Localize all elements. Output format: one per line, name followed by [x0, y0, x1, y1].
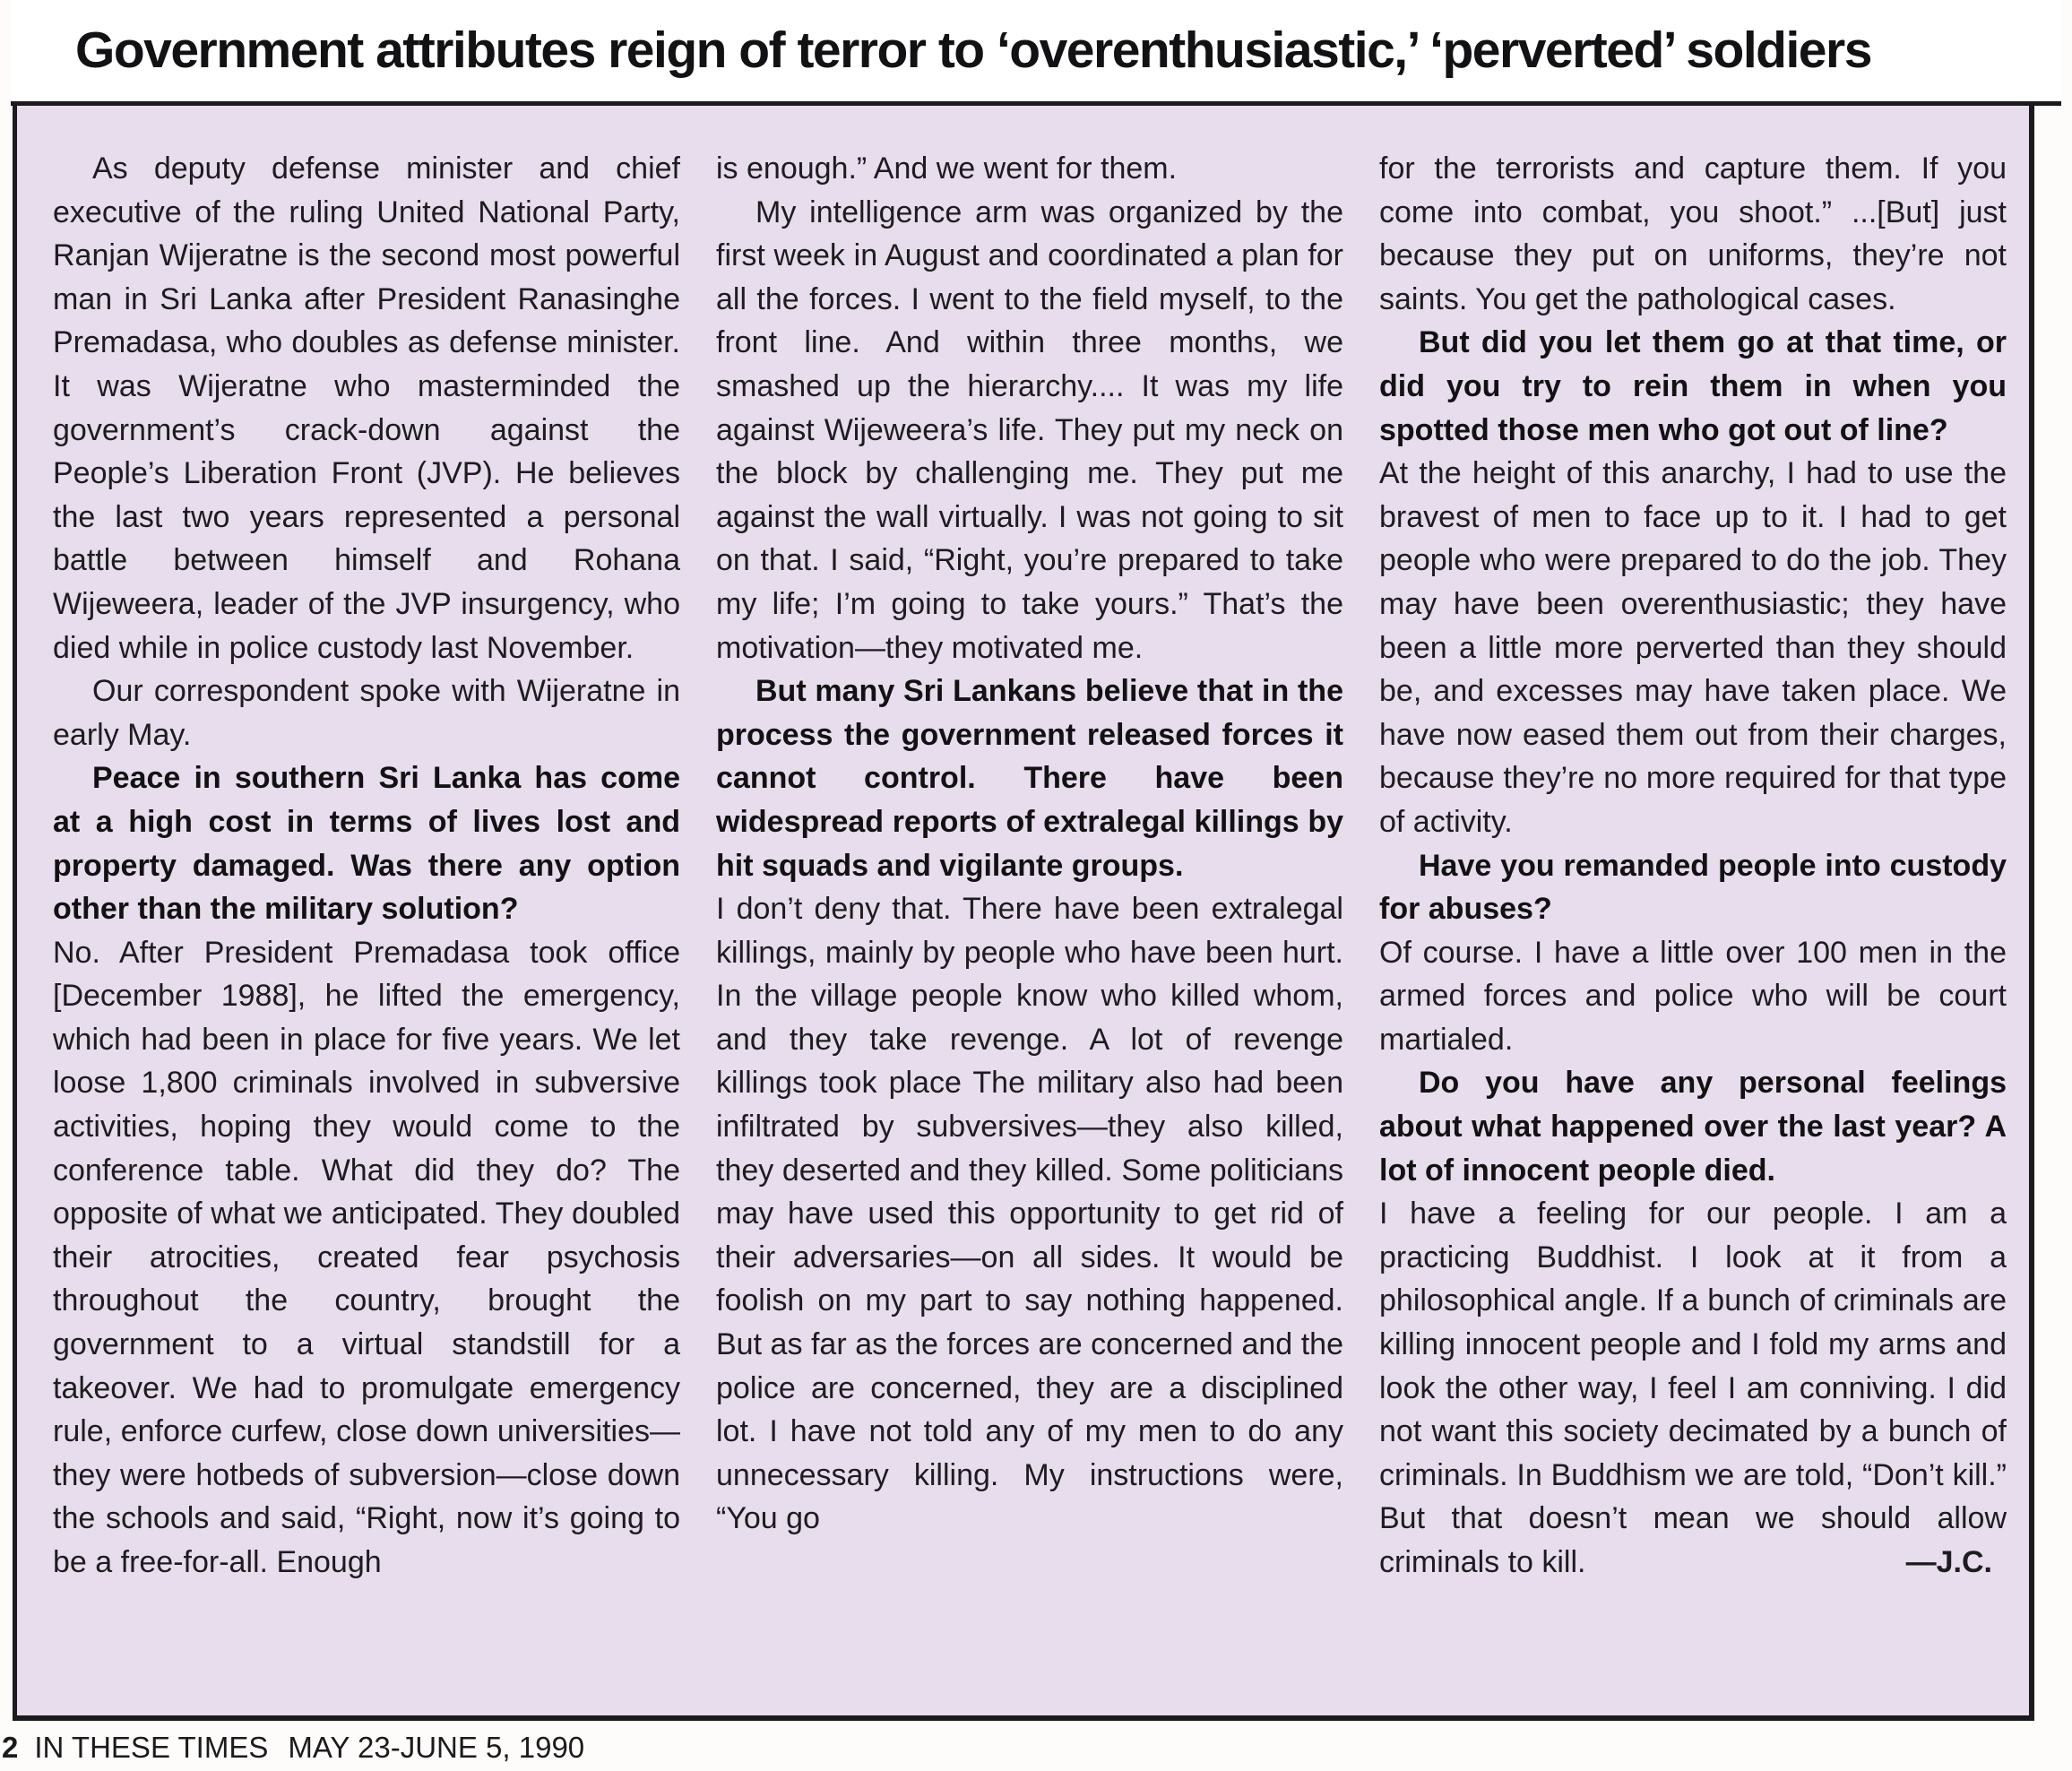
- question-4: Have you remanded people into custody for abuses?: [1379, 848, 2007, 927]
- column-2: [716, 147, 1343, 1706]
- answer-5: [1379, 1192, 2007, 1584]
- question-1: Peace in southern Sri Lanka has come at a high cost in terms of lives lost and property damaged. Was there any option other than the military solution?: [53, 761, 680, 927]
- publication-name: IN THESE TIMES: [34, 1731, 269, 1764]
- headline-bar: [11, 0, 2061, 106]
- article-box: [13, 106, 2034, 1721]
- article-headline: Government attributes reign of terror to ‘overenthusiastic,’ ‘perverted’ soldiers: [75, 22, 1871, 79]
- answer-1: No. After President Premadasa took office [December 1988], he lifted the emergency, which had been in place for five years. We let loose 1,800 criminals involved in subversive activities, hoping they would come to the conference table. What did they do? The opposite of what we anticipated. They doubled their atrocities, created fear psychosis throughout the country, brought the government to a virtual standstill for a takeover. We had to promulgate emergency rule, enforce curfew, close down universities—they were hotbeds of subversion—close down the schools and said, “Right, now it’s going to be a free-for-all. Enough: [53, 935, 680, 1579]
- intro-paragraph: As deputy defense minister and chief executive of the ruling United National Party, Ranjan Wijeratne is the second most powerful man in Sri Lanka after President Ranasinghe Premadasa, who doubles as defense minister. It was Wijeratne who masterminded the government’s crack-down against the People’s Liberation Front (JVP). He believes the last two years represented a personal battle between himself and Rohana Wijeweera, leader of the JVP insurgency, who died while in police custody last November.: [53, 151, 680, 665]
- issue-date: MAY 23-JUNE 5, 1990: [288, 1731, 585, 1764]
- answer-2-continued: for the terrorists and capture them. If you come into combat, you shoot.” ...[But] just because they put on uniforms, they’re not saints. You get the pathological cases.: [1379, 151, 2007, 316]
- page-footer: [0, 1721, 2072, 1771]
- answer-2: I don’t deny that. There have been extralegal killings, mainly by people who have been hurt. In the village people know who killed whom, and they take revenge. A lot of revenge killings took place The military also had been infiltrated by subversives—they also killed, they deserted and they killed. Some politicians may have used this opportunity to get rid of their adversaries—on all sides. It would be foolish on my part to say nothing happened. But as far as the forces are concerned and the police are concerned, they are a disciplined lot. I have not told any of my men to do any unnecessary killing. My instructions were, “You go: [716, 892, 1343, 1536]
- answer-3: At the height of this anarchy, I had to use the bravest of men to face up to it. I had to get people who were prepared to do the job. They may have been overenthusiastic; they have been a little more perverted than they should be, and excesses may have taken place. We have now eased them out from their charges, because they’re no more required for that type of activity.: [1379, 456, 2007, 839]
- page-number: 2: [2, 1731, 19, 1764]
- question-2: But many Sri Lankans believe that in the process the government released forces it cannot control. There have been widespread reports of extralegal killings by hit squads and vigilante groups.: [716, 674, 1343, 883]
- footer-folio: [2, 1730, 584, 1766]
- article-columns: [53, 147, 2007, 1706]
- author-signature: —J.C.: [1905, 1545, 1992, 1579]
- answer-1-continued: is enough.” And we went for them.: [716, 151, 1178, 186]
- question-3: But did you let them go at that time, or did you try to rein them in when you spotted those men who got out of line?: [1379, 325, 2007, 447]
- column-1: [53, 147, 680, 1706]
- answer-4: Of course. I have a little over 100 men in the armed forces and police who will be court martialed.: [1379, 935, 2007, 1057]
- correspondent-note: Our correspondent spoke with Wijeratne in early May.: [53, 674, 680, 752]
- column-3: [1379, 147, 2007, 1706]
- answer-1-paragraph-2: My intelligence arm was organized by the first week in August and coordinated a plan for all the forces. I went to the field myself, to the front line. And within three months, we smashed up the hierarchy.... It was my life against Wijeweera’s life. They put my neck on the block by challenging me. They put me against the wall virtually. I was not going to sit on that. I said, “Right, you’re prepared to take my life; I’m going to take yours.” That’s the motivation—they motivated me.: [716, 194, 1343, 665]
- question-5: Do you have any personal feelings about what happened over the last year? A lot of innocent people died.: [1379, 1066, 2007, 1188]
- answer-5-text: I have a feeling for our people. I am a practicing Buddhist. I look at it from a philosophical angle. If a bunch of criminals are killing innocent people and I fold my arms and look the other way, I feel I am conniving. I did not want this society decimated by a bunch of criminals. In Buddhism we are told, “Don’t kill.” But that doesn’t mean we should allow criminals to kill.: [1379, 1197, 2007, 1579]
